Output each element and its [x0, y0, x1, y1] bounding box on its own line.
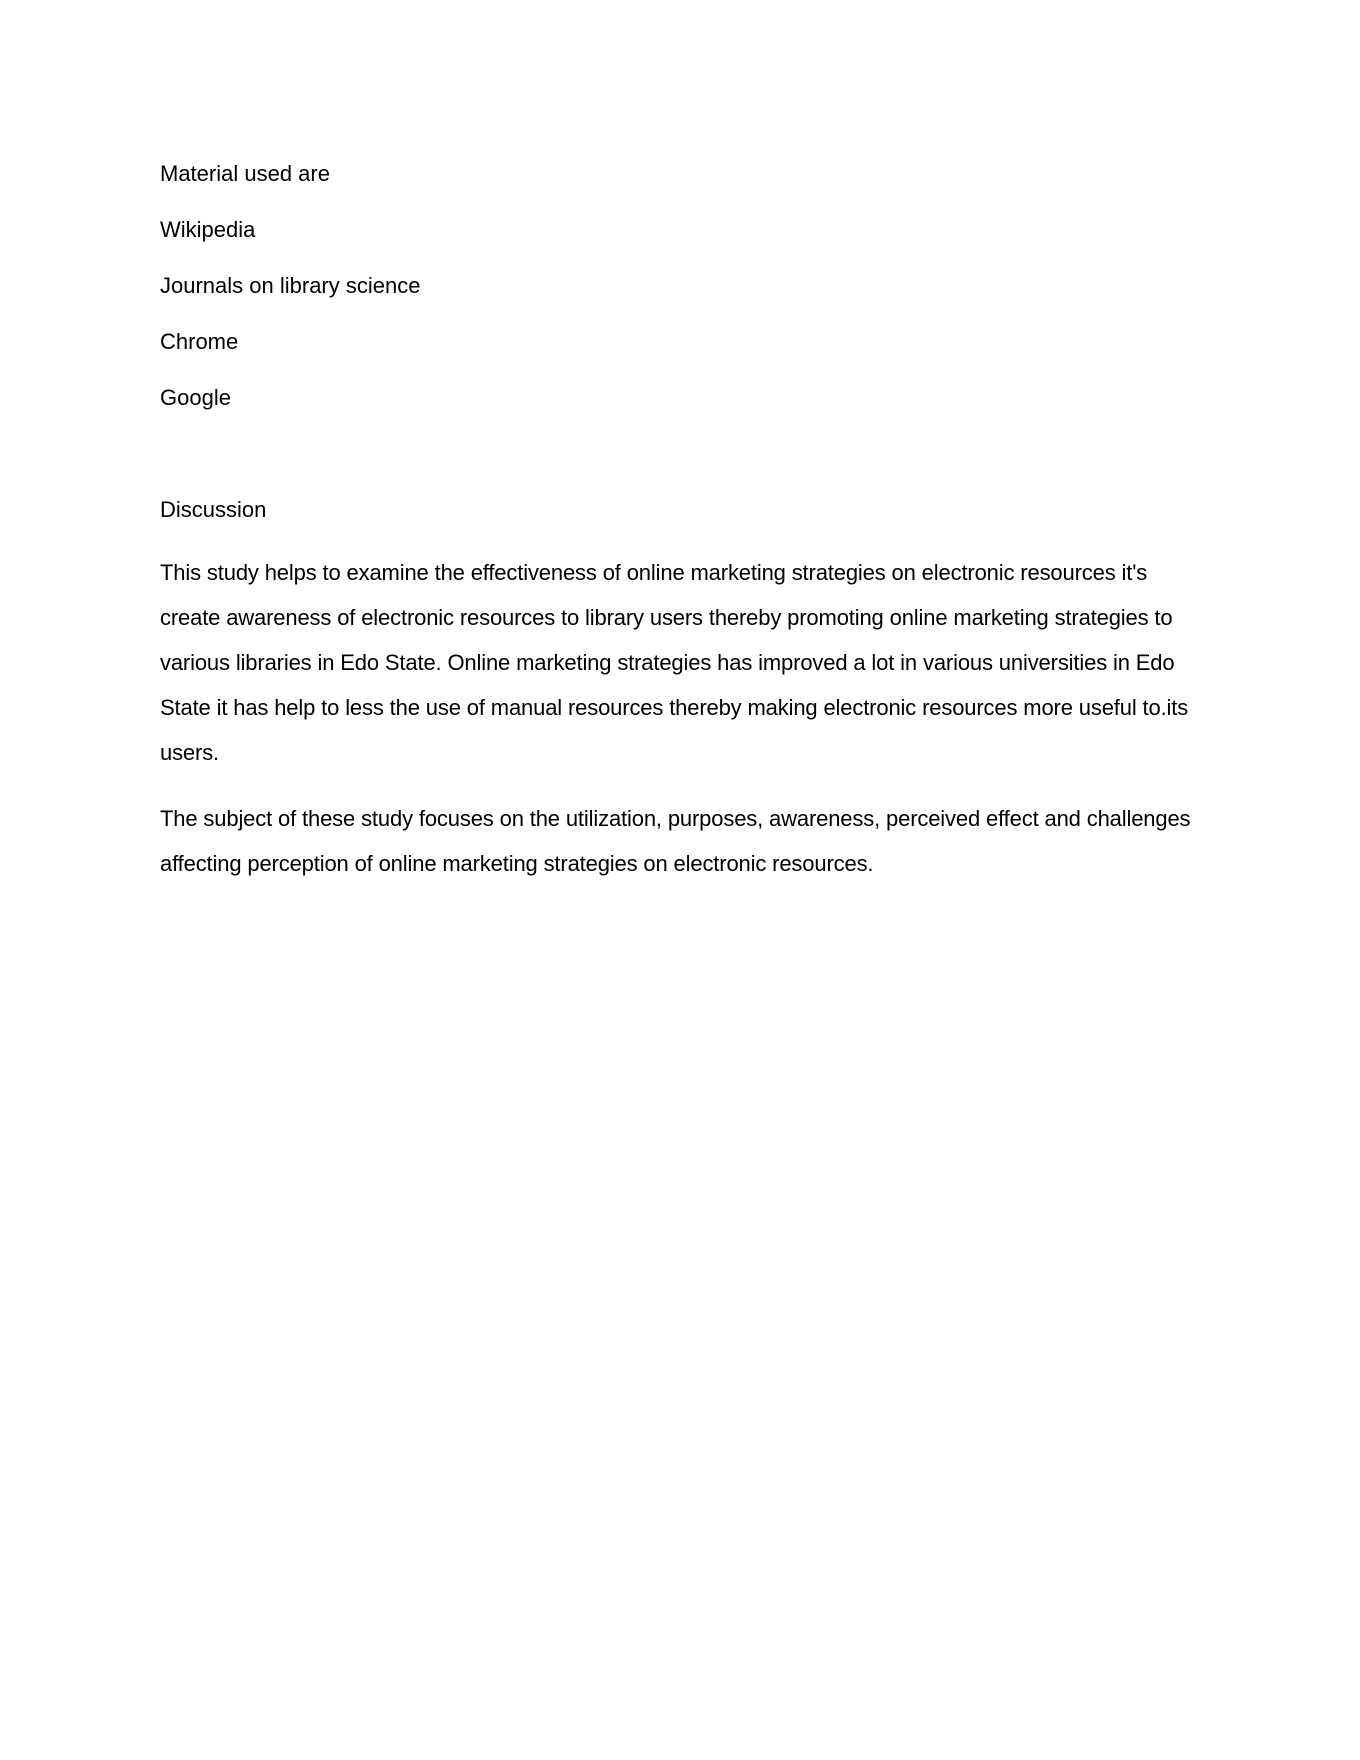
discussion-paragraph-1: This study helps to examine the effectiveness of online marketing strategies on electronic resources it's create awareness of electronic resources to library users thereby promoting online marketing strategies to various libraries in Edo State. Online marketing strategies has improved a lot in various universities in Edo State it has help to less the use of manual resources thereby making electronic resources more useful to.its users.: [160, 560, 1189, 765]
discussion-heading: Discussion: [160, 497, 267, 522]
document-body: [160, 158, 1200, 907]
material-item-journals: Journals on library science: [160, 273, 421, 298]
section-spacer: [160, 438, 1200, 494]
material-item-chrome: Chrome: [160, 329, 239, 354]
discussion-paragraph-2: The subject of these study focuses on the utilization, purposes, awareness, perceived effect and challenges affecting perception of online marketing strategies on electronic resources.: [160, 806, 1191, 876]
material-item-google: Google: [160, 385, 231, 410]
material-item-wikipedia: Wikipedia: [160, 217, 256, 242]
materials-heading: Material used are: [160, 161, 330, 186]
